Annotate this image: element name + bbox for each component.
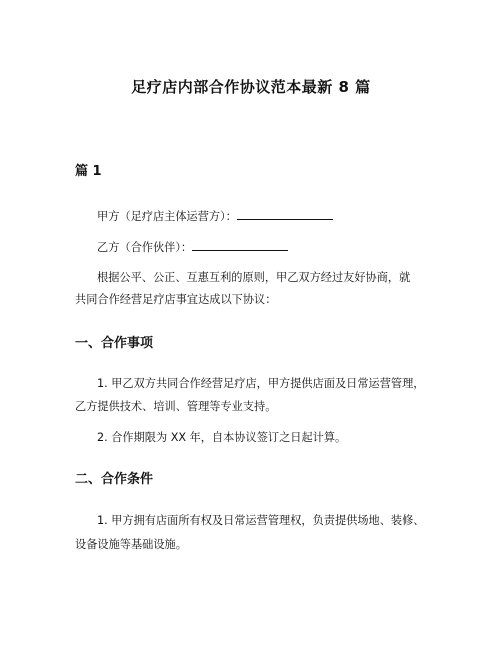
- party-a-line: [75, 209, 435, 224]
- section-1-item-1-line-2: 乙方提供技术、培训、管理等专业支持。: [75, 400, 277, 413]
- section-1-item-2-line-1: 2. 合作期限为 XX 年，自本协议签订之日起计算。: [97, 431, 347, 444]
- section-2-item-1-line-1: 1. 甲方拥有店面所有权及日常运营管理权，负责提供场地、装修、: [97, 514, 425, 527]
- party-a-label: 甲方（足疗店主体运营方）：: [97, 210, 237, 223]
- party-b-blank: [192, 240, 288, 251]
- chapter-heading: 篇 1: [75, 164, 102, 179]
- document-title: 足疗店内部合作协议范本最新 8 篇: [131, 78, 371, 96]
- party-b-line: [75, 240, 435, 255]
- intro-line-2: 共同合作经营足疗店事宜达成以下协议：: [75, 293, 277, 306]
- party-a-blank: [237, 209, 333, 220]
- section-heading-1: 一、合作事项: [75, 336, 154, 351]
- intro-line-1: 根据公平、公正、互惠互利的原则，甲乙双方经过友好协商，就: [97, 271, 411, 284]
- party-b-label: 乙方（合作伙伴）：: [97, 241, 193, 254]
- section-2-item-1-line-2: 设备设施等基础设施。: [75, 538, 187, 551]
- section-heading-2: 二、合作条件: [75, 472, 154, 487]
- section-1-item-1-line-1: 1. 甲乙双方共同合作经营足疗店，甲方提供店面及日常运营管理，: [97, 377, 425, 390]
